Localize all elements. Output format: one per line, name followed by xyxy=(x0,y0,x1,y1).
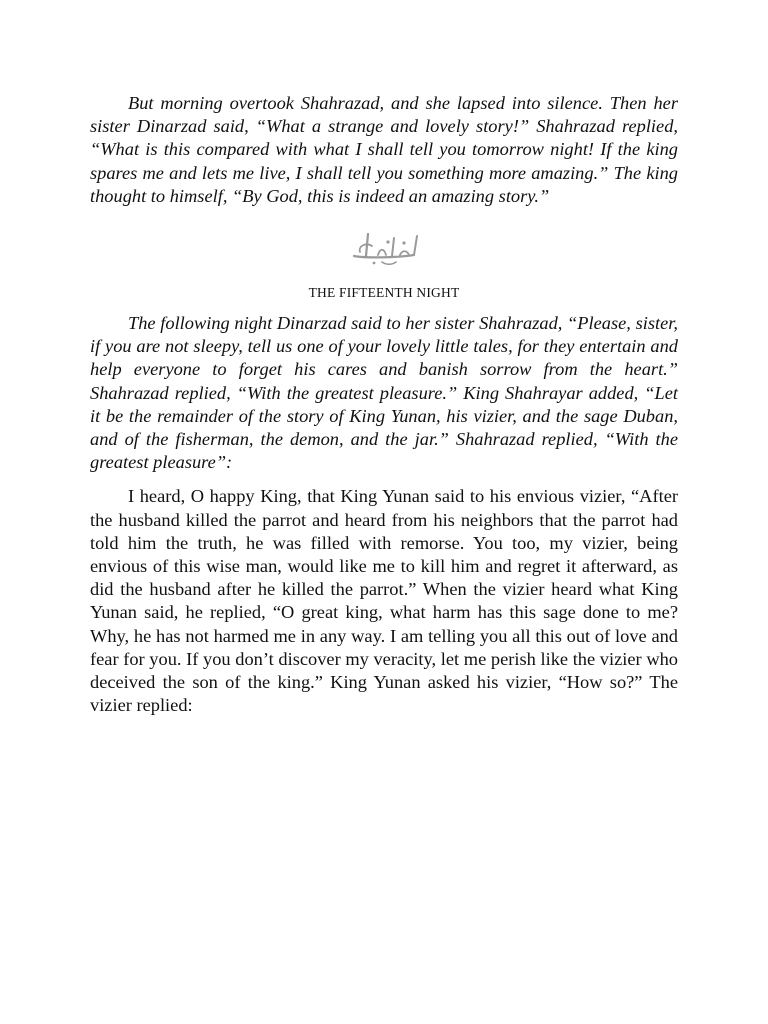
opening-paragraph: The following night Dinarzad said to her sister Shahrazad, “Please, sister, if you are not sleepy, tell us one of your lovely little tales, for they entertain and help everyone to forget his cares and banish sorrow from the heart.” Shahrazad replied, “With the greatest pleasure.” King Shahrayar added, “Let it be the remainder of the story of King Yunan, his vizier, and the sage Duban, and of the fisherman, the demon, and the jar.” Shahrazad replied, “With the greatest pleasure”: xyxy=(90,313,678,473)
night-heading: THE FIFTEENTH NIGHT xyxy=(308,285,460,301)
paragraph-gap xyxy=(90,474,678,485)
arabic-calligraphy-ornament-icon xyxy=(344,222,424,268)
closing-paragraph: But morning overtook Shahrazad, and she lapsed into silence. Then her sister Dinarzad said, “What a strange and lovely story!” Shahrazad replied, “What is this compared with what I shall tell you tomorrow night! If the king spares me and lets me live, I shall tell you something more amazing.” The king thought to himself, “By God, this is indeed an amazing story.” xyxy=(90,93,678,206)
book-page xyxy=(90,92,678,717)
story-paragraph: I heard, O happy King, that King Yunan said to his envious vizier, “After the husband killed the parrot and heard from his neighbors that the parrot had told him the truth, he was filled with remorse. You too, my vizier, being envious of this wise man, would like me to kill him and regret it afterward, as did the husband after he killed the parrot.” When the vizier heard what King Yunan said, he replied, “O great king, what harm has this sage done to me? Why, he has not harmed me in any way. I am telling you all this out of love and fear for you. If you don’t discover my veracity, let me perish like the vizier who deceived the son of the king.” King Yunan asked his vizier, “How so?” The vizier replied: xyxy=(90,486,678,716)
